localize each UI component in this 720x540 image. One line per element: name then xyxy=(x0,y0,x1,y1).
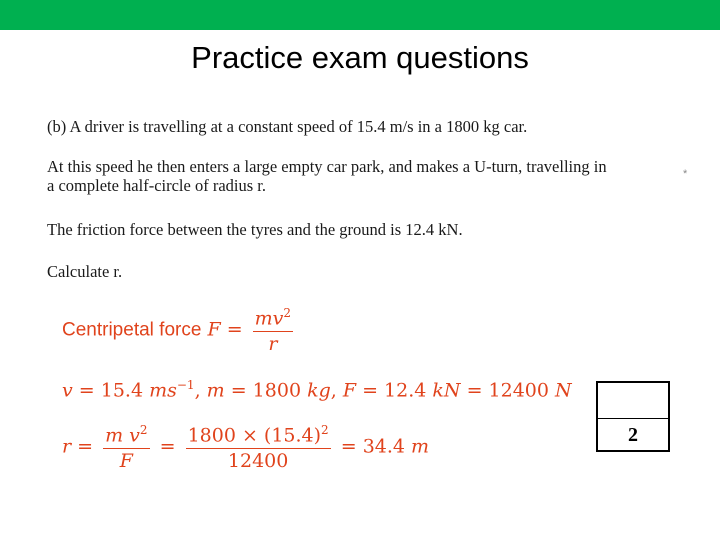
marks-divider xyxy=(598,418,668,419)
question-part-b: (b) A driver is travelling at a constant speed of 15.4 m/s in a 1800 kg car. xyxy=(47,117,528,136)
answer-line-1 xyxy=(62,306,297,355)
fraction-denominator: F xyxy=(119,450,133,473)
question-line-3: The friction force between the tyres and the ground is 12.4 kN. xyxy=(47,220,463,239)
symbol-F: F xyxy=(342,379,357,402)
answer-label: Centripetal force xyxy=(62,319,202,341)
marks-box xyxy=(596,381,670,452)
exponent: 2 xyxy=(283,306,292,320)
result-unit: m xyxy=(411,435,430,458)
fraction-numerator: m v xyxy=(105,424,140,447)
value-m: = 1800 xyxy=(224,379,308,402)
question-line-2a: At this speed he then enters a large empty car park, and makes a U-turn, travelling in xyxy=(47,157,607,176)
answer-line-3 xyxy=(62,423,429,472)
stray-mark: * xyxy=(683,168,688,180)
exponent: 2 xyxy=(321,423,329,437)
separator: , xyxy=(194,379,207,402)
equals-sign: = xyxy=(226,318,243,341)
symbol-F: F xyxy=(207,318,221,341)
value-F: = 12.4 xyxy=(356,379,433,402)
symbol-m: m xyxy=(206,379,225,402)
value-v: = 15.4 xyxy=(72,379,150,402)
page-title: Practice exam questions xyxy=(191,40,529,75)
fraction-denominator: 12400 xyxy=(227,450,289,473)
question-line-4: Calculate r. xyxy=(47,262,123,281)
marks-value: 2 xyxy=(628,424,638,446)
question-line-2b: a complete half-circle of radius r. xyxy=(47,176,266,195)
fraction-denominator: r xyxy=(268,333,278,356)
fraction-numerator: 1800 × (15.4) xyxy=(187,424,322,447)
centripetal-fraction xyxy=(253,306,293,355)
unit-ms: ms xyxy=(149,379,177,402)
fraction-numerator: mv xyxy=(254,307,284,330)
exponent: 2 xyxy=(139,423,148,437)
answer-line-2 xyxy=(62,378,572,401)
unit-exponent: −1 xyxy=(176,378,195,392)
substitution-fraction xyxy=(186,423,331,472)
unit-N: N xyxy=(555,379,572,402)
header-bar xyxy=(0,0,720,30)
symbol-r: r xyxy=(62,435,72,458)
equals-sign: = xyxy=(77,435,94,458)
value-F-newtons: = 12400 xyxy=(460,379,556,402)
equals-sign: = xyxy=(159,435,176,458)
separator: , xyxy=(330,379,343,402)
symbol-v: v xyxy=(62,379,73,402)
result: = 34.4 xyxy=(340,435,412,458)
unit-kN: kN xyxy=(432,379,461,402)
unit-kg: kg xyxy=(307,379,331,402)
formula-fraction xyxy=(103,423,149,472)
